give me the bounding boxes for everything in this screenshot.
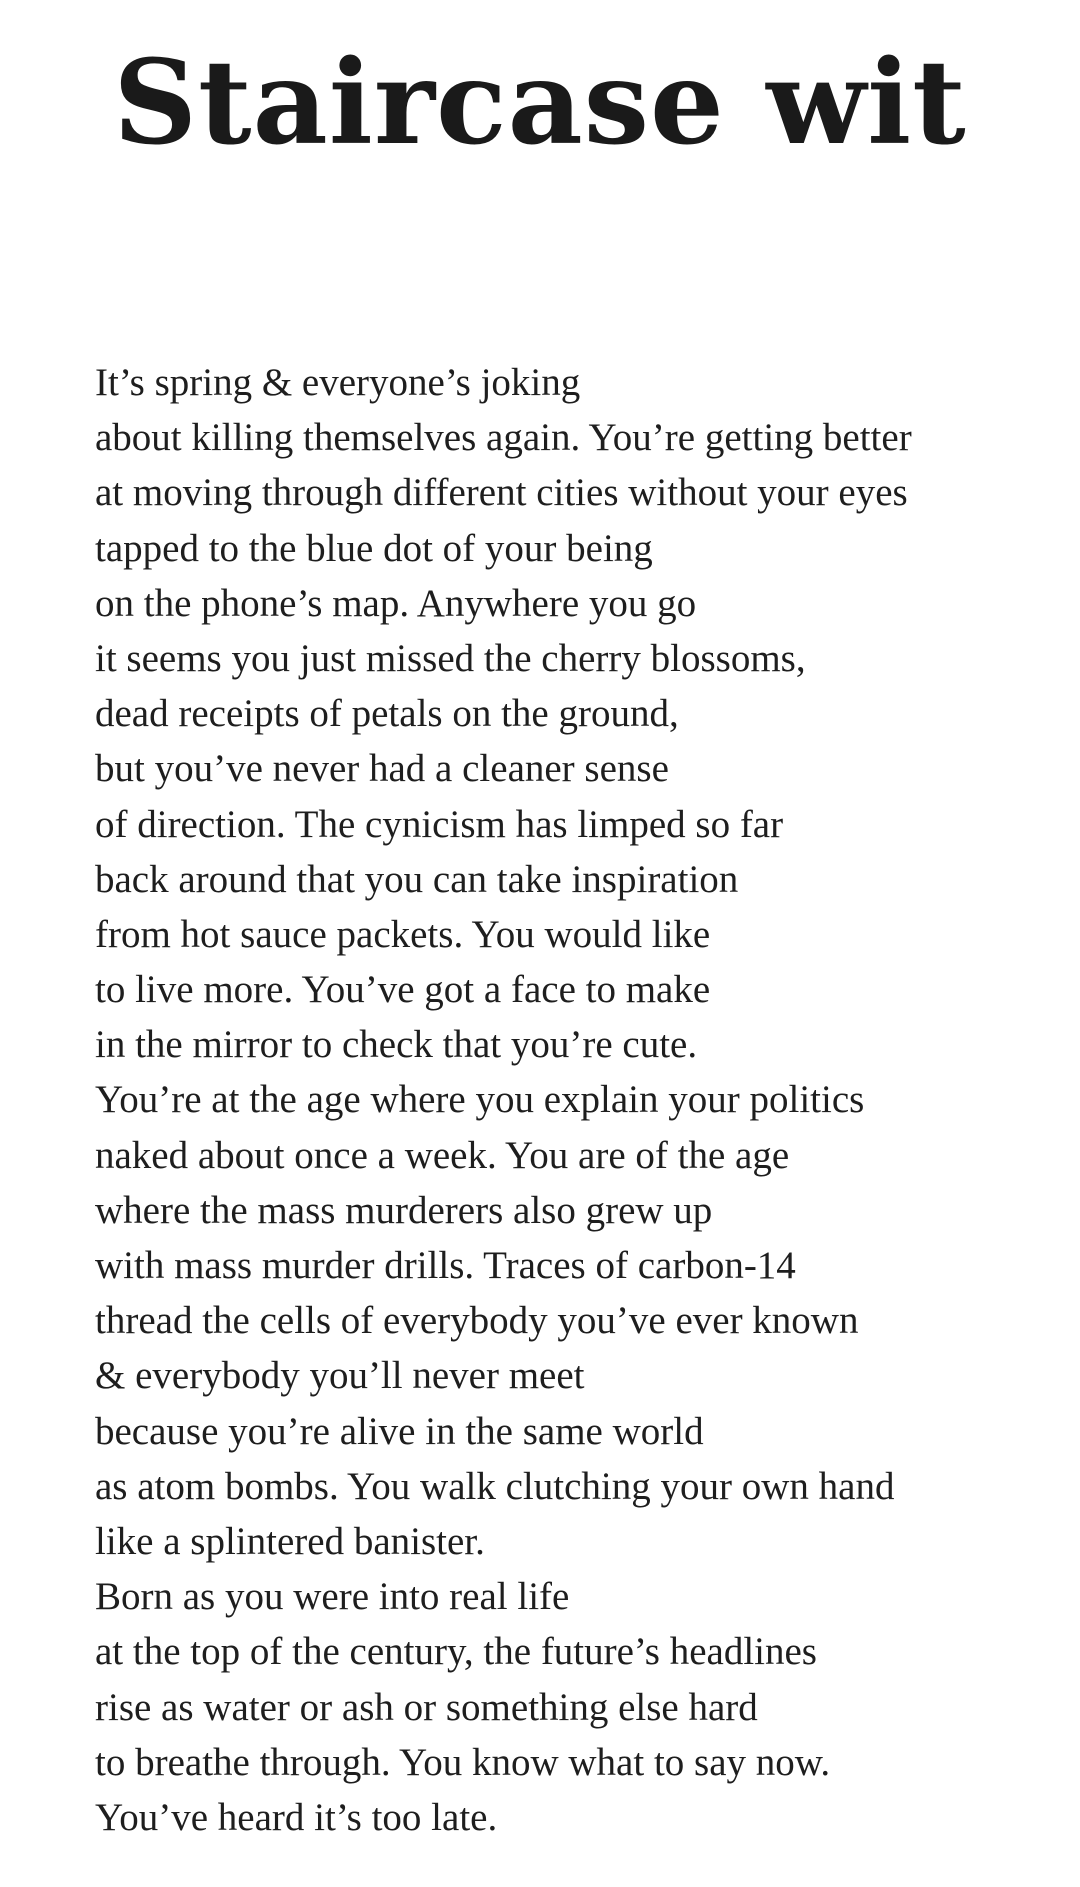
- poem-line: You’re at the age where you explain your politics: [95, 1078, 865, 1122]
- poem-line: rise as water or ash or something else hard: [95, 1685, 758, 1729]
- poem-line: where the mass murderers also grew up: [95, 1188, 713, 1232]
- poem-line: like a splintered banister.: [95, 1519, 485, 1563]
- poem-line: as atom bombs. You walk clutching your own hand: [95, 1464, 895, 1508]
- poem-line: of direction. The cynicism has limped so far: [95, 802, 784, 846]
- poem-line: at the top of the century, the future’s headlines: [95, 1630, 817, 1674]
- poem-line: back around that you can take inspiration: [95, 857, 739, 901]
- poem-line: thread the cells of everybody you’ve ever known: [95, 1299, 859, 1343]
- poem-line: on the phone’s map. Anywhere you go: [95, 581, 697, 625]
- poem-line: about killing themselves again. You’re getting better: [95, 416, 912, 460]
- poem-line: You’ve heard it’s too late.: [95, 1795, 498, 1839]
- poem-line: in the mirror to check that you’re cute.: [95, 1023, 698, 1067]
- poem-line: It’s spring & everyone’s joking: [95, 361, 581, 404]
- poem-line: but you’ve never had a cleaner sense: [95, 747, 669, 791]
- poem-line: to breathe through. You know what to say now.: [95, 1740, 831, 1784]
- poem-line: & everybody you’ll never meet: [95, 1354, 585, 1398]
- poem-line: at moving through different cities without your eyes: [95, 471, 908, 515]
- poem-line: naked about once a week. You are of the age: [95, 1133, 790, 1177]
- poem-line: because you’re alive in the same world: [95, 1409, 704, 1453]
- poem-line: tapped to the blue dot of your being: [95, 526, 653, 570]
- poem-title: Staircase wit: [113, 35, 967, 171]
- poem-line: Born as you were into real life: [95, 1575, 570, 1619]
- poem-line: to live more. You’ve got a face to make: [95, 968, 711, 1012]
- poem-line: dead receipts of petals on the ground,: [95, 692, 679, 736]
- poem-line: with mass murder drills. Traces of carbon-14: [95, 1244, 796, 1287]
- poem-body: [95, 355, 1055, 1845]
- poem-line: it seems you just missed the cherry blossoms,: [95, 636, 806, 680]
- poem-line: from hot sauce packets. You would like: [95, 912, 711, 956]
